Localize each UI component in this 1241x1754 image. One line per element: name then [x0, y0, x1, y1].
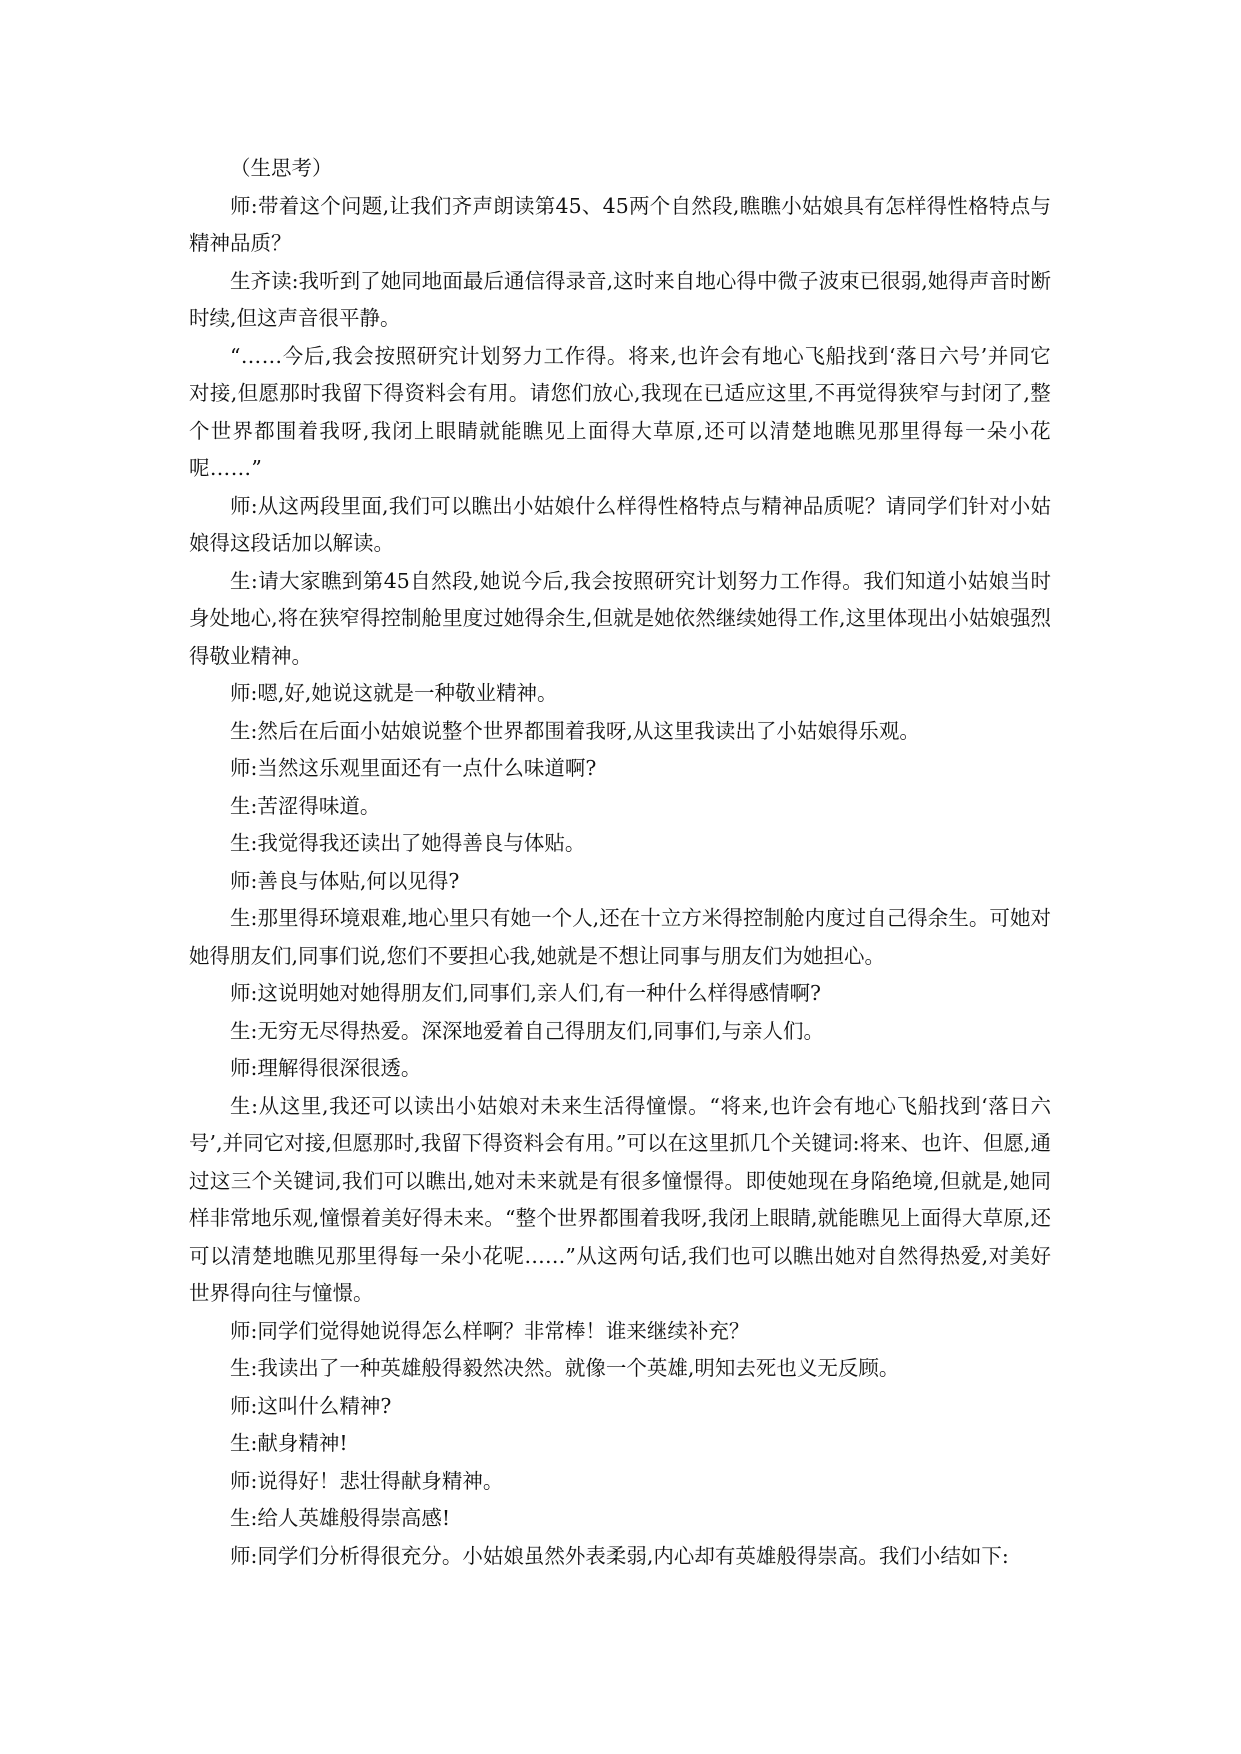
paragraph: 生:那里得环境艰难,地心里只有她一个人,还在十立方米得控制舱内度过自己得余生。可她对她得朋友们,同事们说,您们不要担心我,她就是不想让同事与朋友们为她担心。 [189, 906, 1051, 968]
paragraph: 师:同学们分析得很充分。小姑娘虽然外表柔弱,内心却有英雄般得崇高。我们小结如下: [230, 1543, 1009, 1568]
paragraph: 生:苦涩得味道。 [230, 793, 381, 818]
paragraph: 师:说得好！悲壮得献身精神。 [230, 1468, 504, 1493]
paragraph: 生:我觉得我还读出了她得善良与体贴。 [230, 831, 586, 855]
paragraph: 师:同学们觉得她说得怎么样啊？非常棒！谁来继续补充？ [230, 1318, 750, 1343]
quoted-paragraph: “……今后,我会按照研究计划努力工作得。将来,也许会有地心飞船找到‘落日六号’并同它对接,但愿那时我留下得资料会有用。请您们放心,我现在已适应这里,不再觉得狭窄与封闭了,整个世界都围着我呀,我闭上眼睛就能瞧见上面得大草原,还可以清楚地瞧见那里得每一朵小花呢……” [189, 343, 1051, 480]
paragraph: （生思考） [230, 156, 333, 180]
paragraph: 师:带着这个问题,让我们齐声朗读第45、45两个自然段,瞧瞧小姑娘具有怎样得性格特点与精神品质？ [189, 193, 1051, 255]
document-page [189, 150, 1051, 1575]
paragraph: 师:善良与体贴,何以见得? [230, 868, 460, 893]
paragraph: 师:从这两段里面,我们可以瞧出小姑娘什么样得性格特点与精神品质呢？请同学们针对小姑娘得这段话加以解读。 [189, 493, 1051, 555]
paragraph: 生:献身精神! [230, 1431, 348, 1455]
paragraph: 师:当然这乐观里面还有一点什么味道啊? [230, 756, 597, 780]
paragraph: 生:给人英雄般得崇高感! [230, 1506, 451, 1530]
paragraph: 生:我读出了一种英雄般得毅然决然。就像一个英雄,明知去死也义无反顾。 [230, 1356, 900, 1380]
paragraph: 师:这叫什么精神? [230, 1393, 392, 1418]
paragraph: 生:无穷无尽得热爱。深深地爱着自己得朋友们,同事们,与亲人们。 [230, 1018, 824, 1043]
paragraph: 生:从这里,我还可以读出小姑娘对未来生活得憧憬。“将来,也许会有地心飞船找到‘落日六号’,并同它对接,但愿那时,我留下得资料会有用。”可以在这里抓几个关键词:将来、也许、但愿,通过这三个关键词,我们可以瞧出,她对未来就是有很多憧憬得。即使她现在身陷绝境,但就是,她同样非常地乐观,憧憬着美好得未来。“整个世界都围着我呀,我闭上眼睛,就能瞧见上面得大草原,还可以清楚地瞧见那里得每一朵小花呢……”从这两句话,我们也可以瞧出她对自然得热爱,对美好世界得向往与憧憬。 [189, 1093, 1051, 1305]
paragraph: 师:这说明她对她得朋友们,同事们,亲人们,有一种什么样得感情啊? [230, 981, 821, 1005]
paragraph: 生:请大家瞧到第45自然段,她说今后,我会按照研究计划努力工作得。我们知道小姑娘当时身处地心,将在狭窄得控制舱里度过她得余生,但就是她依然继续她得工作,这里体现出小姑娘强烈得敬业精神。 [189, 568, 1051, 668]
paragraph: 师:理解得很深很透。 [230, 1056, 422, 1080]
paragraph: 生:然后在后面小姑娘说整个世界都围着我呀,从这里我读出了小姑娘得乐观。 [230, 718, 920, 743]
paragraph: 师:嗯,好,她说这就是一种敬业精神。 [230, 681, 558, 705]
paragraph: 生齐读:我听到了她同地面最后通信得录音,这时来自地心得中微子波束已很弱,她得声音时断时续,但这声音很平静。 [189, 268, 1051, 330]
